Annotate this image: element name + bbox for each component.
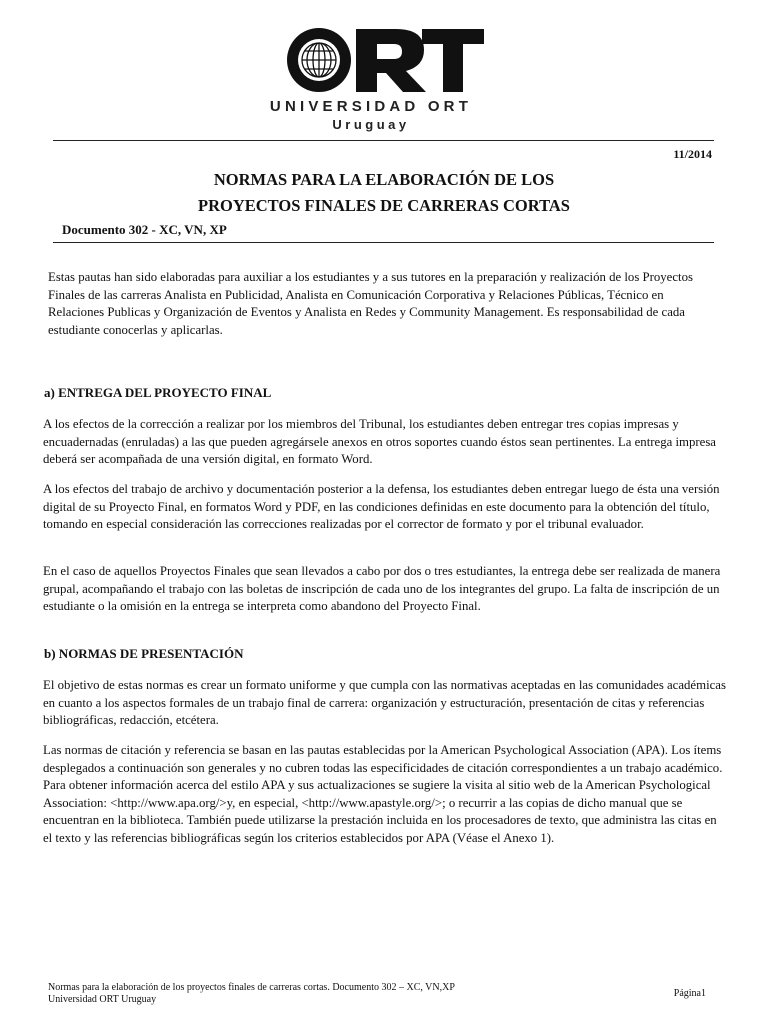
section-a-heading: a) ENTREGA DEL PROYECTO FINAL <box>44 385 272 400</box>
logo-brand-text: ORT <box>256 24 258 25</box>
intro-paragraph: Estas pautas han sido elaboradas para auxiliar a los estudiantes y a sus tutores en la preparación y realización de los Proyectos Finales de las carreras Analista en Publicidad, Analista en Comunicación Corporativa y Relaciones Públicas, Técnico en Relaciones Publicas y Organización de Eventos y Analista en Redes y Community Management. Es responsabilidad de cada estudiante conocerlas y aplicarlas. <box>48 270 693 337</box>
footer-document-title: Normas para la elaboración de los proyectos finales de carreras cortas. Documento 302 – XC, VN,XP <box>48 982 455 993</box>
document-reference: Documento 302 - XC, VN, XP <box>62 222 227 237</box>
section-b-paragraph-2: Las normas de citación y referencia se basan en las pautas establecidas por la American Psychological Association (APA). Los ítems desplegados a continuación son generales y no cubren todas las especificidades de citación correspondientes a un trabajo académico. Para obtener información acerca del estilo APA y sus actualizaciones se sugiere la visita al sitio web de la American Psychological Association: <http://www.apa.org/>y, en especial, <http://www.apastyle.org/>; o recurrir a las copias de dicho manual que se encuentran en la biblioteca. También puede utilizarse la prestación incluida en los procesadores de texto, que administra las citas en el texto y las referencias bibliográficas según los criterios establecidos por APA (Véase el Anexo 1). <box>43 743 723 845</box>
section-a-paragraph-1: A los efectos de la corrección a realizar por los miembros del Tribunal, los estudiantes deben entregar tres copias impresas y encuadernadas (enruladas) a las que pueden agregársele anexos en otros soportes cuando éstos sean pertinentes. La entrega impresa deberá ser acompañada de una versión digital, en formato Word. <box>43 417 716 466</box>
university-logo <box>256 24 486 136</box>
document-title-line-2: PROYECTOS FINALES DE CARRERAS CORTAS <box>198 196 570 215</box>
section-b-heading: b) NORMAS DE PRESENTACIÓN <box>44 646 244 661</box>
document-date: 11/2014 <box>673 147 712 161</box>
page-footer <box>48 982 608 1006</box>
header-rule-top <box>53 140 714 141</box>
section-b-paragraph-1: El objetivo de estas normas es crear un formato uniforme y que cumpla con las normativas aceptadas en las comunidades académicas en cuanto a los aspectos formales de un trabajo final de carrera: organización y estructuración, presentación de citas y referencias bibliográficas, redacción, etcétera. <box>43 678 726 727</box>
logo-university-name: UNIVERSIDAD ORT <box>269 98 473 115</box>
document-title-line-1: NORMAS PARA LA ELABORACIÓN DE LOS <box>213 170 555 189</box>
header-rule-bottom <box>53 242 714 243</box>
footer-institution: Universidad ORT Uruguay <box>48 994 157 1005</box>
logo-country: Uruguay <box>332 117 410 132</box>
section-a-paragraph-3: En el caso de aquellos Proyectos Finales que sean llevados a cabo por dos o tres estudiantes, la entrega debe ser realizada de manera grupal, acompañando el trabajo con las boletas de inscripción de cada uno de los integrantes del grupo. La falta de inscripción de un estudiante o la omisión en la entrega se interpreta como abandono del Proyecto Final. <box>43 564 721 613</box>
section-a-paragraph-2: A los efectos del trabajo de archivo y documentación posterior a la defensa, los estudiantes deben entregar luego de ésta una versión digital de su Proyecto Final, en formatos Word y PDF, en las condiciones definidas en este documento para la obtención del título, tomando en especial consideración las correcciones realizadas por el corrector de formato y por el tribunal evaluador. <box>43 482 720 531</box>
page-number: Página1 <box>673 988 706 999</box>
